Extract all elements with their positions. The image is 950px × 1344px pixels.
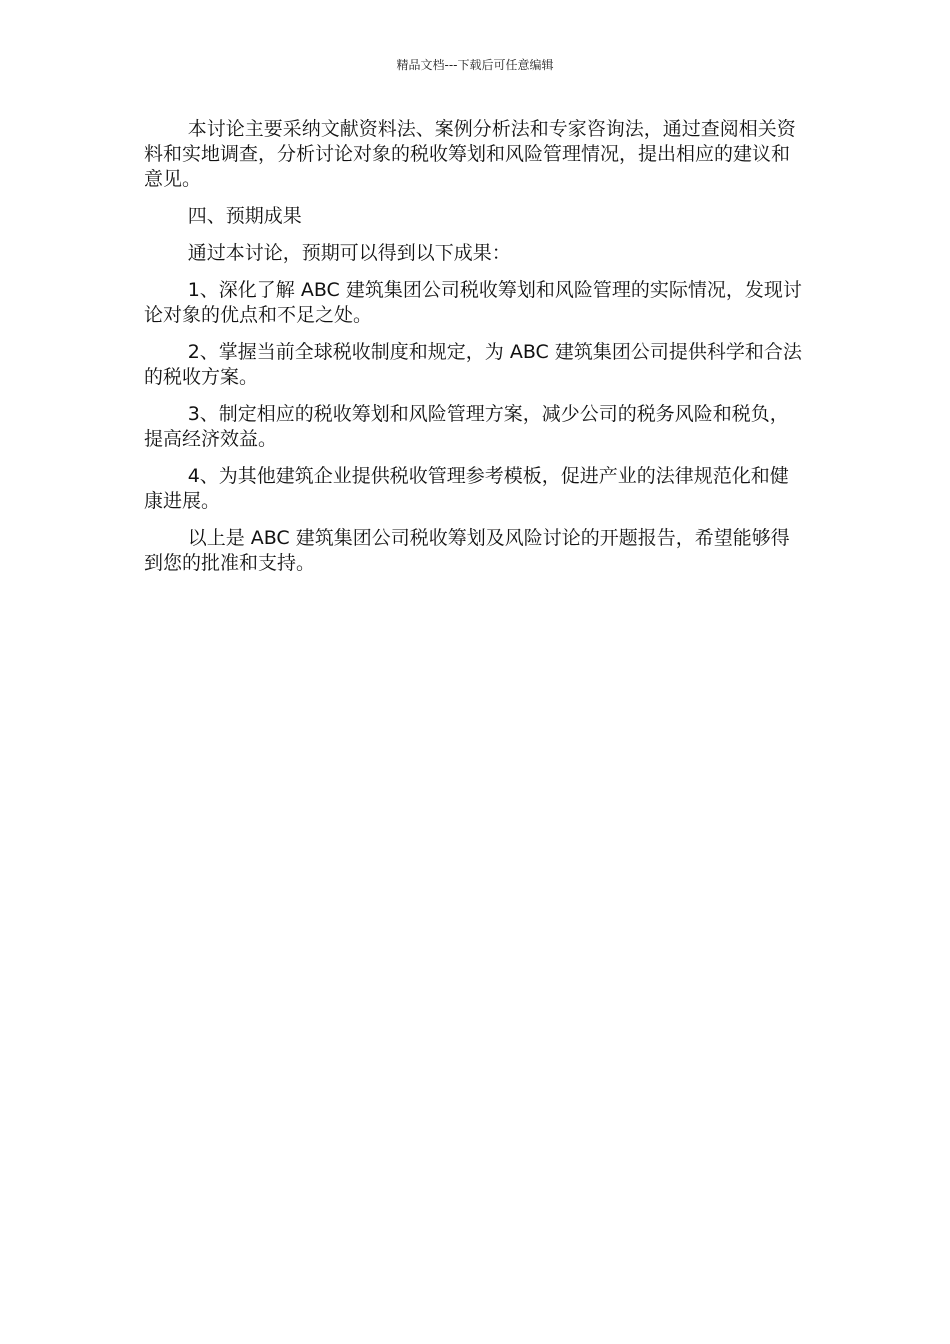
document-body xyxy=(144,117,806,588)
paragraph-methods: 本讨论主要采纳文献资料法、案例分析法和专家咨询法，通过查阅相关资料和实地调查，分析讨论对象的税收筹划和风险管理情况，提出相应的建议和意见。 xyxy=(144,118,796,190)
paragraph-result-4: 4、为其他建筑企业提供税收管理参考模板，促进产业的法律规范化和健康进展。 xyxy=(144,465,789,512)
paragraph-result-2: 2、掌握当前全球税收制度和规定，为 ABC 建筑集团公司提供科学和合法的税收方案。 xyxy=(144,341,802,388)
section-heading-expected-results: 四、预期成果 xyxy=(187,205,302,227)
paragraph-result-3: 3、制定相应的税收筹划和风险管理方案，减少公司的税务风险和税负，提高经济效益。 xyxy=(144,403,789,450)
paragraph-intro-results: 通过本讨论，预期可以得到以下成果： xyxy=(187,242,511,264)
paragraph-conclusion: 以上是 ABC 建筑集团公司税收筹划及风险讨论的开题报告，希望能够得到您的批准和支持。 xyxy=(144,527,790,574)
paragraph-result-1: 1、深化了解 ABC 建筑集团公司税收筹划和风险管理的实际情况，发现讨论对象的优点和不足之处。 xyxy=(144,279,802,326)
page-header: 精品文档---下载后可任意编辑 xyxy=(396,58,554,72)
